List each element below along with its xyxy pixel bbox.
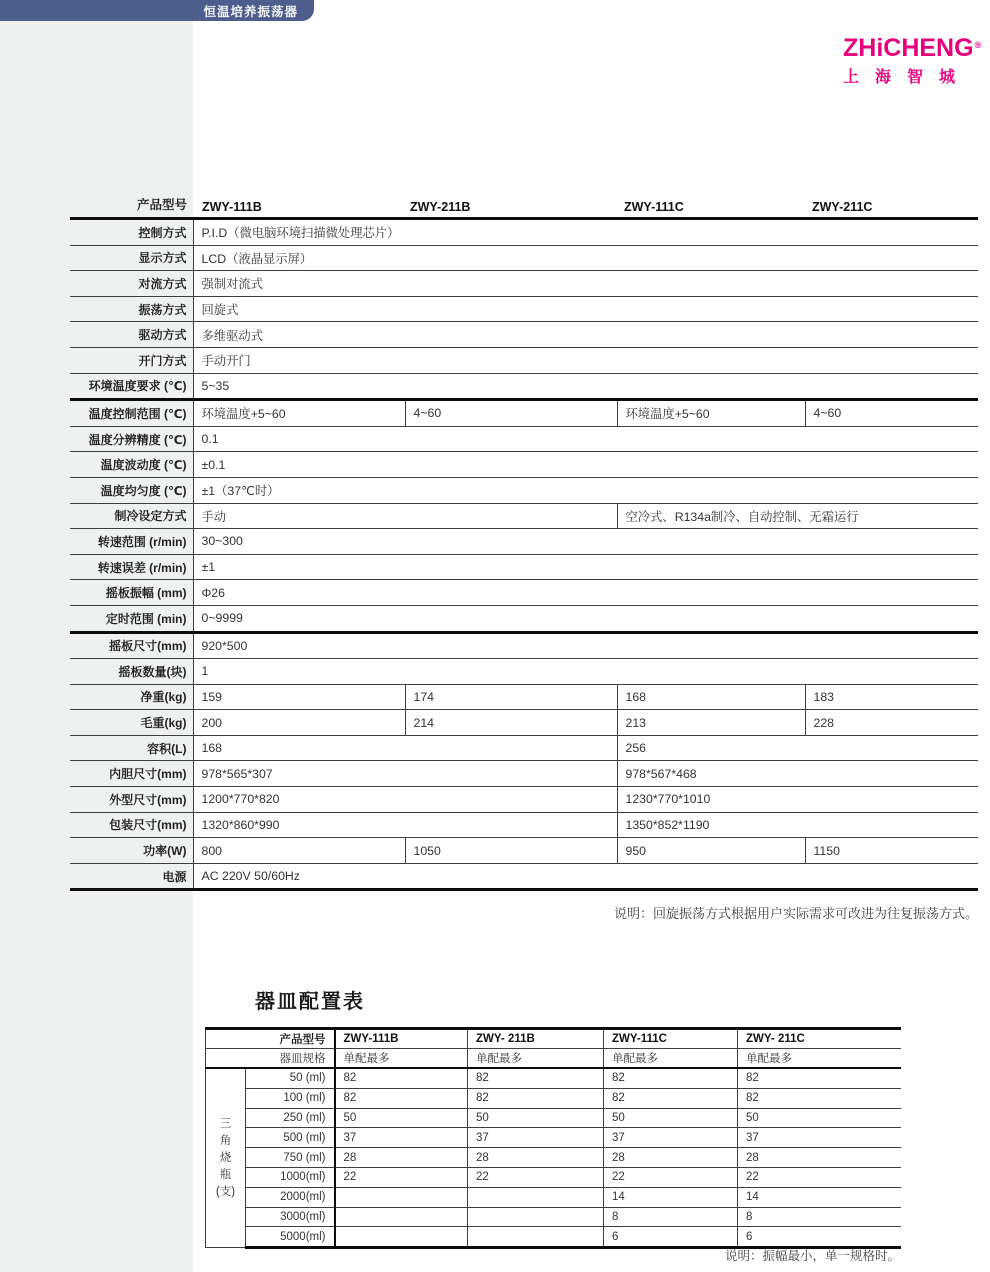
spec-cell-value: 手动: [193, 503, 617, 529]
spec-cell-value: 1150: [805, 838, 978, 864]
spec-cell-value: ±0.1: [193, 452, 978, 478]
vessel-row-label: 2000(ml): [246, 1187, 335, 1207]
vessel-model-name: ZWY- 211C: [738, 1029, 901, 1049]
spec-cell-value: P.I.D（微电脑环境扫描微处理芯片）: [193, 219, 978, 246]
spec-row-label: 内胆尺寸(mm): [70, 761, 193, 787]
spec-table-header-row: [70, 192, 978, 217]
spec-row: [70, 426, 978, 452]
vessel-subheader-value: 单配最多: [604, 1049, 738, 1069]
spec-row: [70, 838, 978, 864]
spec-cell-value: ±1（37℃时）: [193, 477, 978, 503]
vessel-cell-value: 82: [468, 1088, 604, 1108]
spec-row: [70, 373, 978, 400]
spec-row: [70, 452, 978, 478]
vessel-model-name: ZWY- 211B: [468, 1029, 604, 1049]
vessel-row: [206, 1068, 901, 1088]
vessel-subheader-row: [206, 1049, 901, 1069]
spec-cell-value: 手动开门: [193, 347, 978, 373]
vessel-cell-value: 37: [335, 1128, 468, 1148]
spec-cell-value: 强制对流式: [193, 271, 978, 297]
spec-cell-value: 1230*770*1010: [617, 787, 978, 813]
spec-cell-value: 4~60: [405, 400, 617, 427]
vessel-cell-value: 50: [738, 1108, 901, 1128]
vessel-cell-value: 22: [468, 1167, 604, 1187]
spec-cell-value: 1050: [405, 838, 617, 864]
vessel-side-label: 三 角 烧 瓶 (支): [206, 1068, 246, 1248]
vessel-row-label: 50 (ml): [246, 1068, 335, 1088]
spec-cell-value: ±1: [193, 554, 978, 580]
vessel-subheader-value: 单配最多: [335, 1049, 468, 1069]
vessel-cell-value: [335, 1227, 468, 1248]
spec-table-body: [70, 219, 978, 890]
vessel-row-label: 1000(ml): [246, 1167, 335, 1187]
spec-cell-value: 5~35: [193, 373, 978, 400]
spec-cell-value: 4~60: [805, 400, 978, 427]
spec-header-label: 产品型号: [136, 198, 187, 212]
vessel-cell-value: 37: [738, 1128, 901, 1148]
spec-model-name: ZWY-111B: [202, 200, 262, 214]
vessel-cell-value: 14: [604, 1187, 738, 1207]
vessel-cell-value: 82: [468, 1068, 604, 1088]
spec-row-label: 温度分辨精度 (℃): [70, 426, 193, 452]
vessel-cell-value: 22: [738, 1167, 901, 1187]
vessel-cell-value: 8: [604, 1207, 738, 1227]
spec-row: [70, 580, 978, 606]
spec-cell-value: 环境温度+5~60: [193, 400, 405, 427]
spec-model-name: ZWY-211B: [410, 200, 471, 214]
spec-table-note: 说明：回旋振荡方式根据用户实际需求可改进为往复振荡方式。: [613, 906, 978, 921]
spec-row: [70, 605, 978, 632]
vessel-cell-value: 28: [335, 1148, 468, 1168]
spec-cell-value: 0.1: [193, 426, 978, 452]
spec-cell-value: 950: [617, 838, 805, 864]
spec-row-label: 制冷设定方式: [70, 503, 193, 529]
vessel-row-label: 100 (ml): [246, 1088, 335, 1108]
spec-row-label: 开门方式: [70, 347, 193, 373]
vessel-row: [206, 1187, 901, 1207]
vessel-cell-value: 50: [604, 1108, 738, 1128]
spec-row: [70, 659, 978, 685]
vessel-cell-value: 22: [335, 1167, 468, 1187]
spec-row: [70, 761, 978, 787]
vessel-header-label: 产品型号: [206, 1029, 335, 1049]
spec-row-label: 外型尺寸(mm): [70, 787, 193, 813]
vessel-model-name: ZWY-111C: [604, 1029, 738, 1049]
vessel-table-note: 说明：振幅最小，单一规格时。: [724, 1249, 900, 1263]
vessel-cell-value: 82: [335, 1088, 468, 1108]
spec-row: [70, 812, 978, 838]
spec-row-label: 温度控制范围 (℃): [70, 400, 193, 427]
spec-row: [70, 632, 978, 659]
spec-row-label: 毛重(kg): [70, 710, 193, 736]
spec-row: [70, 322, 978, 348]
vessel-subheader-value: 单配最多: [468, 1049, 604, 1069]
spec-cell-value: 256: [617, 735, 978, 761]
vessel-cell-value: 37: [604, 1128, 738, 1148]
vessel-cell-value: 50: [468, 1108, 604, 1128]
vessel-table-title: 器皿配置表: [255, 991, 365, 1013]
spec-cell-value: 168: [193, 735, 617, 761]
spec-cell-value: 30~300: [193, 529, 978, 555]
vessel-cell-value: 82: [738, 1088, 901, 1108]
spec-row-label: 温度均匀度 (℃): [70, 477, 193, 503]
brand-logo: [843, 34, 982, 87]
vessel-cell-value: 28: [604, 1148, 738, 1168]
spec-row-label: 摇板数量(块): [70, 659, 193, 685]
spec-cell-value: 200: [193, 710, 405, 736]
spec-row-label: 控制方式: [70, 219, 193, 246]
vessel-cell-value: 28: [468, 1148, 604, 1168]
vessel-cell-value: 82: [604, 1088, 738, 1108]
vessel-header-row: [206, 1029, 901, 1049]
spec-row-label: 对流方式: [70, 271, 193, 297]
spec-cell-value: 168: [617, 684, 805, 710]
spec-row: [70, 245, 978, 271]
vessel-cell-value: 28: [738, 1148, 901, 1168]
vessel-row-label: 500 (ml): [246, 1128, 335, 1148]
spec-cell-value: 环境温度+5~60: [617, 400, 805, 427]
spec-row-label: 环境温度要求 (℃): [70, 373, 193, 400]
vessel-row: [206, 1148, 901, 1168]
spec-row: [70, 554, 978, 580]
spec-row-label: 转速范围 (r/min): [70, 529, 193, 555]
vessel-cell-value: 6: [738, 1227, 901, 1248]
vessel-row: [206, 1167, 901, 1187]
spec-cell-value: 多维驱动式: [193, 322, 978, 348]
brand-logo-chinese-name: 上海智城: [843, 69, 972, 86]
vessel-row: [206, 1108, 901, 1128]
vessel-subheader-value: 单配最多: [738, 1049, 901, 1069]
spec-row: [70, 710, 978, 736]
spec-row: [70, 735, 978, 761]
spec-cell-value: 1200*770*820: [193, 787, 617, 813]
spec-row-label: 功率(W): [70, 838, 193, 864]
spec-cell-value: 978*567*468: [617, 761, 978, 787]
vessel-row-label: 750 (ml): [246, 1148, 335, 1168]
spec-row-label: 摇板尺寸(mm): [70, 632, 193, 659]
spec-row: [70, 400, 978, 427]
spec-row: [70, 271, 978, 297]
vessel-cell-value: 50: [335, 1108, 468, 1128]
spec-row-label: 摇板振幅 (mm): [70, 580, 193, 606]
spec-row: [70, 296, 978, 322]
spec-cell-value: 回旋式: [193, 296, 978, 322]
spec-cell-value: 214: [405, 710, 617, 736]
spec-cell-value: 174: [405, 684, 617, 710]
spec-cell-value: Φ26: [193, 580, 978, 606]
registered-trademark-symbol: ®: [974, 40, 982, 50]
spec-row: [70, 529, 978, 555]
brand-logo-wordmark: ZHiCHENG®: [843, 34, 982, 62]
vessel-cell-value: 82: [604, 1068, 738, 1088]
spec-row: [70, 219, 978, 246]
spec-model-name: ZWY-111C: [624, 200, 684, 214]
spec-row-label: 包装尺寸(mm): [70, 812, 193, 838]
spec-cell-value: 978*565*307: [193, 761, 617, 787]
vessel-row-label: 250 (ml): [246, 1108, 335, 1128]
spec-row-label: 显示方式: [70, 245, 193, 271]
spec-row-label: 净重(kg): [70, 684, 193, 710]
vessel-row: [206, 1088, 901, 1108]
spec-row: [70, 477, 978, 503]
spec-cell-value: 1320*860*990: [193, 812, 617, 838]
vessel-row-label: 3000(ml): [246, 1207, 335, 1227]
vessel-cell-value: 82: [738, 1068, 901, 1088]
vessel-row: [206, 1227, 901, 1248]
vessel-cell-value: 37: [468, 1128, 604, 1148]
spec-row-label: 电源: [70, 863, 193, 890]
spec-row: [70, 684, 978, 710]
spec-row-label: 驱动方式: [70, 322, 193, 348]
vessel-cell-value: 22: [604, 1167, 738, 1187]
vessel-table-body: [206, 1029, 901, 1248]
spec-model-name: ZWY-211C: [812, 200, 873, 214]
spec-row-label: 温度波动度 (℃): [70, 452, 193, 478]
spec-row-label: 转速误差 (r/min): [70, 554, 193, 580]
spec-row: [70, 347, 978, 373]
spec-row-label: 定时范围 (min): [70, 605, 193, 632]
vessel-cell-value: [468, 1227, 604, 1248]
vessel-cell-value: [335, 1187, 468, 1207]
spec-cell-value: 920*500: [193, 632, 978, 659]
spec-cell-value: 183: [805, 684, 978, 710]
spec-row: [70, 503, 978, 529]
category-banner: [0, 0, 314, 21]
spec-cell-value: 1350*852*1190: [617, 812, 978, 838]
spec-cell-value: 228: [805, 710, 978, 736]
vessel-table: [205, 1027, 901, 1249]
vessel-row-label: 5000(ml): [246, 1227, 335, 1248]
vessel-cell-value: 8: [738, 1207, 901, 1227]
vessel-cell-value: 82: [335, 1068, 468, 1088]
spec-cell-value: 空冷式、R134a制冷、自动控制、无霜运行: [617, 503, 978, 529]
vessel-model-name: ZWY-111B: [335, 1029, 468, 1049]
vessel-cell-value: [468, 1187, 604, 1207]
vessel-cell-value: [335, 1207, 468, 1227]
spec-cell-value: LCD（液晶显示屏）: [193, 245, 978, 271]
spec-cell-value: 0~9999: [193, 605, 978, 632]
spec-row-label: 振荡方式: [70, 296, 193, 322]
vessel-row: [206, 1128, 901, 1148]
category-banner-label: 恒温培养振荡器: [203, 4, 298, 19]
spec-table: [70, 217, 978, 891]
spec-cell-value: 159: [193, 684, 405, 710]
spec-cell-value: 213: [617, 710, 805, 736]
spec-cell-value: AC 220V 50/60Hz: [193, 863, 978, 890]
vessel-row: [206, 1207, 901, 1227]
vessel-cell-value: 14: [738, 1187, 901, 1207]
spec-cell-value: 800: [193, 838, 405, 864]
spec-row: [70, 863, 978, 890]
spec-row-label: 容积(L): [70, 735, 193, 761]
vessel-cell-value: 6: [604, 1227, 738, 1248]
spec-cell-value: 1: [193, 659, 978, 685]
vessel-subheader-label: 器皿规格: [206, 1049, 335, 1069]
spec-row: [70, 787, 978, 813]
vessel-cell-value: [468, 1207, 604, 1227]
